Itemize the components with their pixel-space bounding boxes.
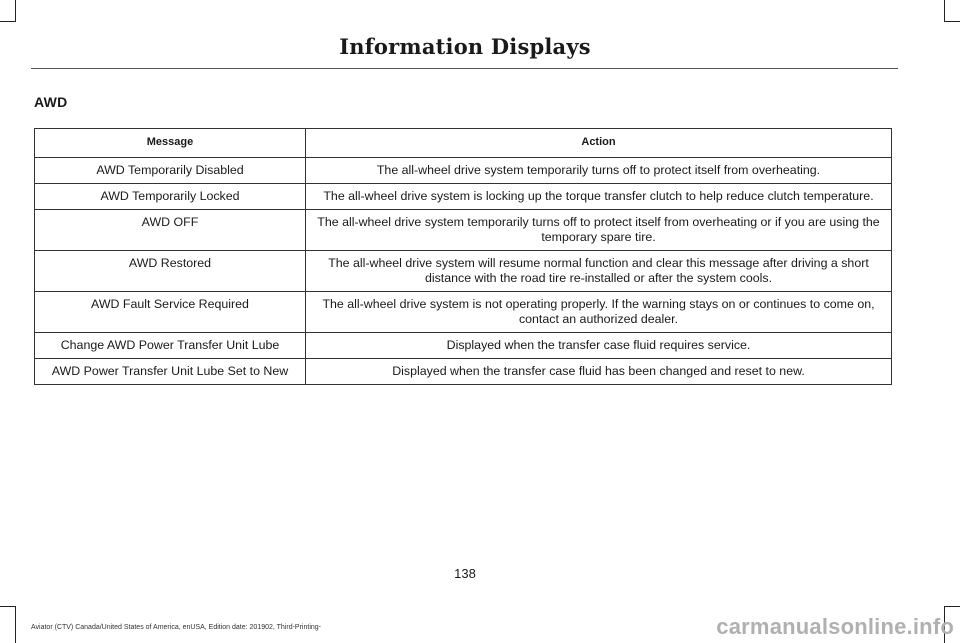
crop-mark-top-left xyxy=(15,0,16,22)
column-header-action: Action xyxy=(306,129,892,158)
action-cell: The all-wheel drive system is locking up the torque transfer clutch to help reduce clutch temperature. xyxy=(306,184,892,210)
message-cell: AWD Restored xyxy=(35,251,306,292)
crop-mark-bottom-left xyxy=(15,606,16,643)
action-cell: The all-wheel drive system temporarily turns off to protect itself from overheating. xyxy=(306,158,892,184)
awd-messages-table xyxy=(34,128,892,385)
page-title: Information Displays xyxy=(339,34,591,59)
message-cell: AWD Fault Service Required xyxy=(35,292,306,333)
table-row xyxy=(35,158,892,184)
action-cell: The all-wheel drive system is not operating properly. If the warning stays on or continues to come on, contact an authorized dealer. xyxy=(306,292,892,333)
crop-mark-top-left xyxy=(0,21,16,22)
action-cell: Displayed when the transfer case fluid requires service. xyxy=(306,333,892,359)
message-cell: Change AWD Power Transfer Unit Lube xyxy=(35,333,306,359)
page-number: 138 xyxy=(454,566,476,581)
table-row xyxy=(35,292,892,333)
crop-mark-bottom-right xyxy=(944,606,960,607)
message-cell: AWD Power Transfer Unit Lube Set to New xyxy=(35,359,306,385)
action-cell: The all-wheel drive system will resume normal function and clear this message after driving a short distance with the road tire re-installed or after the system cools. xyxy=(306,251,892,292)
column-header-message: Message xyxy=(35,129,306,158)
section-heading: AWD xyxy=(34,94,68,110)
table-row xyxy=(35,210,892,251)
table-row xyxy=(35,251,892,292)
message-cell: AWD Temporarily Disabled xyxy=(35,158,306,184)
message-cell: AWD OFF xyxy=(35,210,306,251)
crop-mark-top-right xyxy=(944,0,945,22)
table-row xyxy=(35,333,892,359)
table-header-row xyxy=(35,129,892,158)
header-divider xyxy=(31,68,898,69)
action-cell: The all-wheel drive system temporarily turns off to protect itself from overheating or if you are using the temporary spare tire. xyxy=(306,210,892,251)
action-cell: Displayed when the transfer case fluid has been changed and reset to new. xyxy=(306,359,892,385)
crop-mark-top-right xyxy=(944,21,960,22)
table-row xyxy=(35,359,892,385)
table-row xyxy=(35,184,892,210)
message-cell: AWD Temporarily Locked xyxy=(35,184,306,210)
watermark: carmanualsonline.info xyxy=(716,614,954,639)
crop-mark-bottom-left xyxy=(0,606,16,607)
edition-footer: Aviator (CTV) Canada/United States of America, enUSA, Edition date: 201902, Third-Printing- xyxy=(31,624,322,631)
